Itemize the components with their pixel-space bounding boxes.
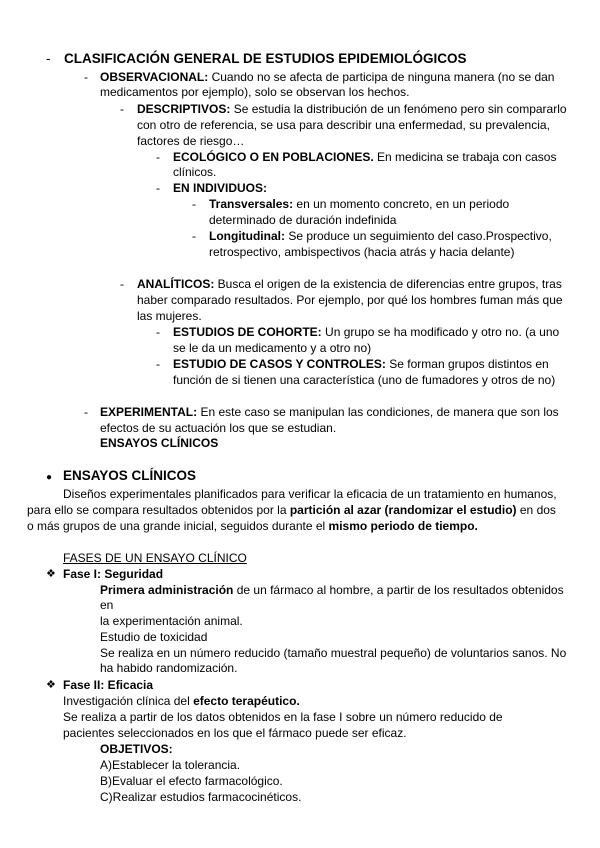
text: en un momento concreto, en un periodo <box>293 197 510 211</box>
emphasis: Primera administración <box>100 583 234 597</box>
ecologico-line-2: clínicos. <box>173 165 217 179</box>
descriptivos-line-1 <box>137 102 567 117</box>
fase1-line-1 <box>100 583 564 598</box>
descriptivos-line-3: factores de riesgo… <box>137 134 245 148</box>
casos-line-2: función de si tienen una característica (uno de fumadores y otros de no) <box>173 373 556 387</box>
label: ESTUDIOS DE COHORTE: <box>173 325 322 339</box>
observacional-line-1 <box>100 70 554 85</box>
objetivo-b: B)Evaluar el efecto farmacológico. <box>100 774 283 788</box>
label: EXPERIMENTAL: <box>100 405 198 419</box>
label: EN INDIVIDUOS: <box>173 181 268 195</box>
heading-text: CLASIFICACIÓN GENERAL DE ESTUDIOS EPIDEMIOLÓGICOS <box>64 51 467 66</box>
longitudinal-line-1 <box>209 229 552 244</box>
heading-text: FASES DE UN ENSAYO CLÍNICO <box>63 551 247 565</box>
experimental-line-1 <box>100 405 559 420</box>
fase1-line-6: ha habido randomización. <box>100 661 238 675</box>
bullet: - <box>46 51 51 66</box>
emphasis: efecto terapéutico. <box>193 694 300 708</box>
text: en dos <box>516 503 556 517</box>
bullet: - <box>156 150 160 164</box>
ensayos-line-2 <box>27 503 556 518</box>
fase2-line-1 <box>63 694 300 709</box>
text: de un fármaco al hombre, a partir de los resultados obtenidos <box>233 583 564 597</box>
text: para ello se compara resultados obtenidos por la <box>27 503 290 517</box>
bullet: - <box>192 197 196 211</box>
text: Cuando no se afecta de participa de ninguna manera (no se dan <box>208 70 555 84</box>
transversales-line-2: determinado de duración indefinida <box>209 213 397 227</box>
fases-heading <box>63 551 247 566</box>
analiticos-line-2: haber comparado resultados. Por ejemplo, por qué los hombres fuman más que <box>137 293 563 307</box>
diamond-bullet-icon: ❖ <box>46 568 56 580</box>
bullet-dot: ● <box>46 472 53 483</box>
fase1-line-5: Se realiza en un número reducido (tamaño muestral pequeño) de voluntarios sanos. No <box>100 646 567 660</box>
bullet: - <box>156 357 160 371</box>
text: Se estudia la distribución de un fenómeno pero sin compararlo <box>230 102 567 116</box>
ensayos-line-1: Diseños experimentales planificados para verificar la eficacia de un tratamiento en humanos, <box>63 487 557 501</box>
fase1-line-4: Estudio de toxicidad <box>100 630 208 644</box>
fase1-heading <box>63 567 163 582</box>
bullet: - <box>120 277 124 291</box>
objetivos-heading <box>100 742 173 757</box>
observacional-line-2: medicamentos por ejemplo), solo se observan los hechos. <box>100 85 410 99</box>
bullet: - <box>120 102 124 116</box>
experimental-line-2: efectos de su actuación los que se estudian. <box>100 421 337 435</box>
analiticos-line-3: las mujeres. <box>137 309 202 323</box>
heading-text: ENSAYOS CLÍNICOS <box>63 468 197 483</box>
fase1-line-2: en <box>100 598 114 612</box>
emphasis: partición al azar (randomizar el estudio) <box>289 503 517 517</box>
bullet: - <box>84 405 88 419</box>
analiticos-line-1 <box>137 277 562 292</box>
text: Un grupo se ha modificado y otro no. (a uno <box>321 325 560 339</box>
bullet: - <box>84 70 88 84</box>
bullet: - <box>156 181 160 195</box>
experimental-ensayos <box>100 436 218 451</box>
fase2-line-2: Se realiza a partir de los datos obtenidos en la fase I sobre un número reducido de <box>63 710 503 724</box>
label: ENSAYOS CLÍNICOS <box>100 436 219 450</box>
label: ESTUDIO DE CASOS Y CONTROLES: <box>173 357 386 371</box>
heading-clasificacion <box>64 51 467 66</box>
label: Transversales: <box>209 197 294 211</box>
ecologico-line-1 <box>173 150 556 165</box>
fase2-heading <box>63 678 153 693</box>
label: OBJETIVOS: <box>100 742 173 756</box>
text: Se forman grupos distintos en <box>385 357 549 371</box>
fase2-line-3: pacientes seleccionados en los que el fármaco puede ser eficaz. <box>63 726 407 740</box>
objetivo-a: A)Establecer la tolerancia. <box>100 758 241 772</box>
text: Se produce un seguimiento del caso.Prospectivo, <box>284 229 552 243</box>
label: Fase II: Eficacia <box>63 678 154 692</box>
label: ECOLÓGICO O EN POBLACIONES. <box>173 150 374 164</box>
text: Investigación clínica del <box>63 694 194 708</box>
transversales-line-1 <box>209 197 509 212</box>
text: En este caso se manipulan las condiciones, de manera que son los <box>197 405 559 419</box>
bullet: - <box>156 325 160 339</box>
label: OBSERVACIONAL: <box>100 70 209 84</box>
longitudinal-line-2: retrospectivo, ambispectivos (hacia atrás y hacia delante) <box>209 245 515 259</box>
text: Busca el origen de la existencia de diferencias entre grupos, tras <box>214 277 562 291</box>
cohorte-line-2: se le da un medicamento y a otro no) <box>173 341 372 355</box>
emphasis: mismo periodo de tiempo. <box>328 519 478 533</box>
diamond-bullet-icon: ❖ <box>46 679 56 691</box>
individuos-line <box>173 181 267 196</box>
cohorte-line-1 <box>173 325 559 340</box>
label: ANALÍTICOS: <box>137 277 215 291</box>
ensayos-line-3 <box>27 519 478 534</box>
bullet: - <box>192 229 196 243</box>
label: Fase I: Seguridad <box>63 567 164 581</box>
text: o más grupos de una grande inicial, seguidos durante el <box>27 519 329 533</box>
label: Longitudinal: <box>209 229 285 243</box>
objetivo-c: C)Realizar estudios farmacocinéticos. <box>100 790 302 804</box>
fase1-line-3: la experimentación animal. <box>100 614 243 628</box>
heading-ensayos <box>63 468 196 483</box>
label: DESCRIPTIVOS: <box>137 102 231 116</box>
text: En medicina se trabaja con casos <box>373 150 557 164</box>
casos-line-1 <box>173 357 549 372</box>
descriptivos-line-2: con otro de referencia, se usa para describir una enfermedad, su prevalencia, <box>137 118 550 132</box>
